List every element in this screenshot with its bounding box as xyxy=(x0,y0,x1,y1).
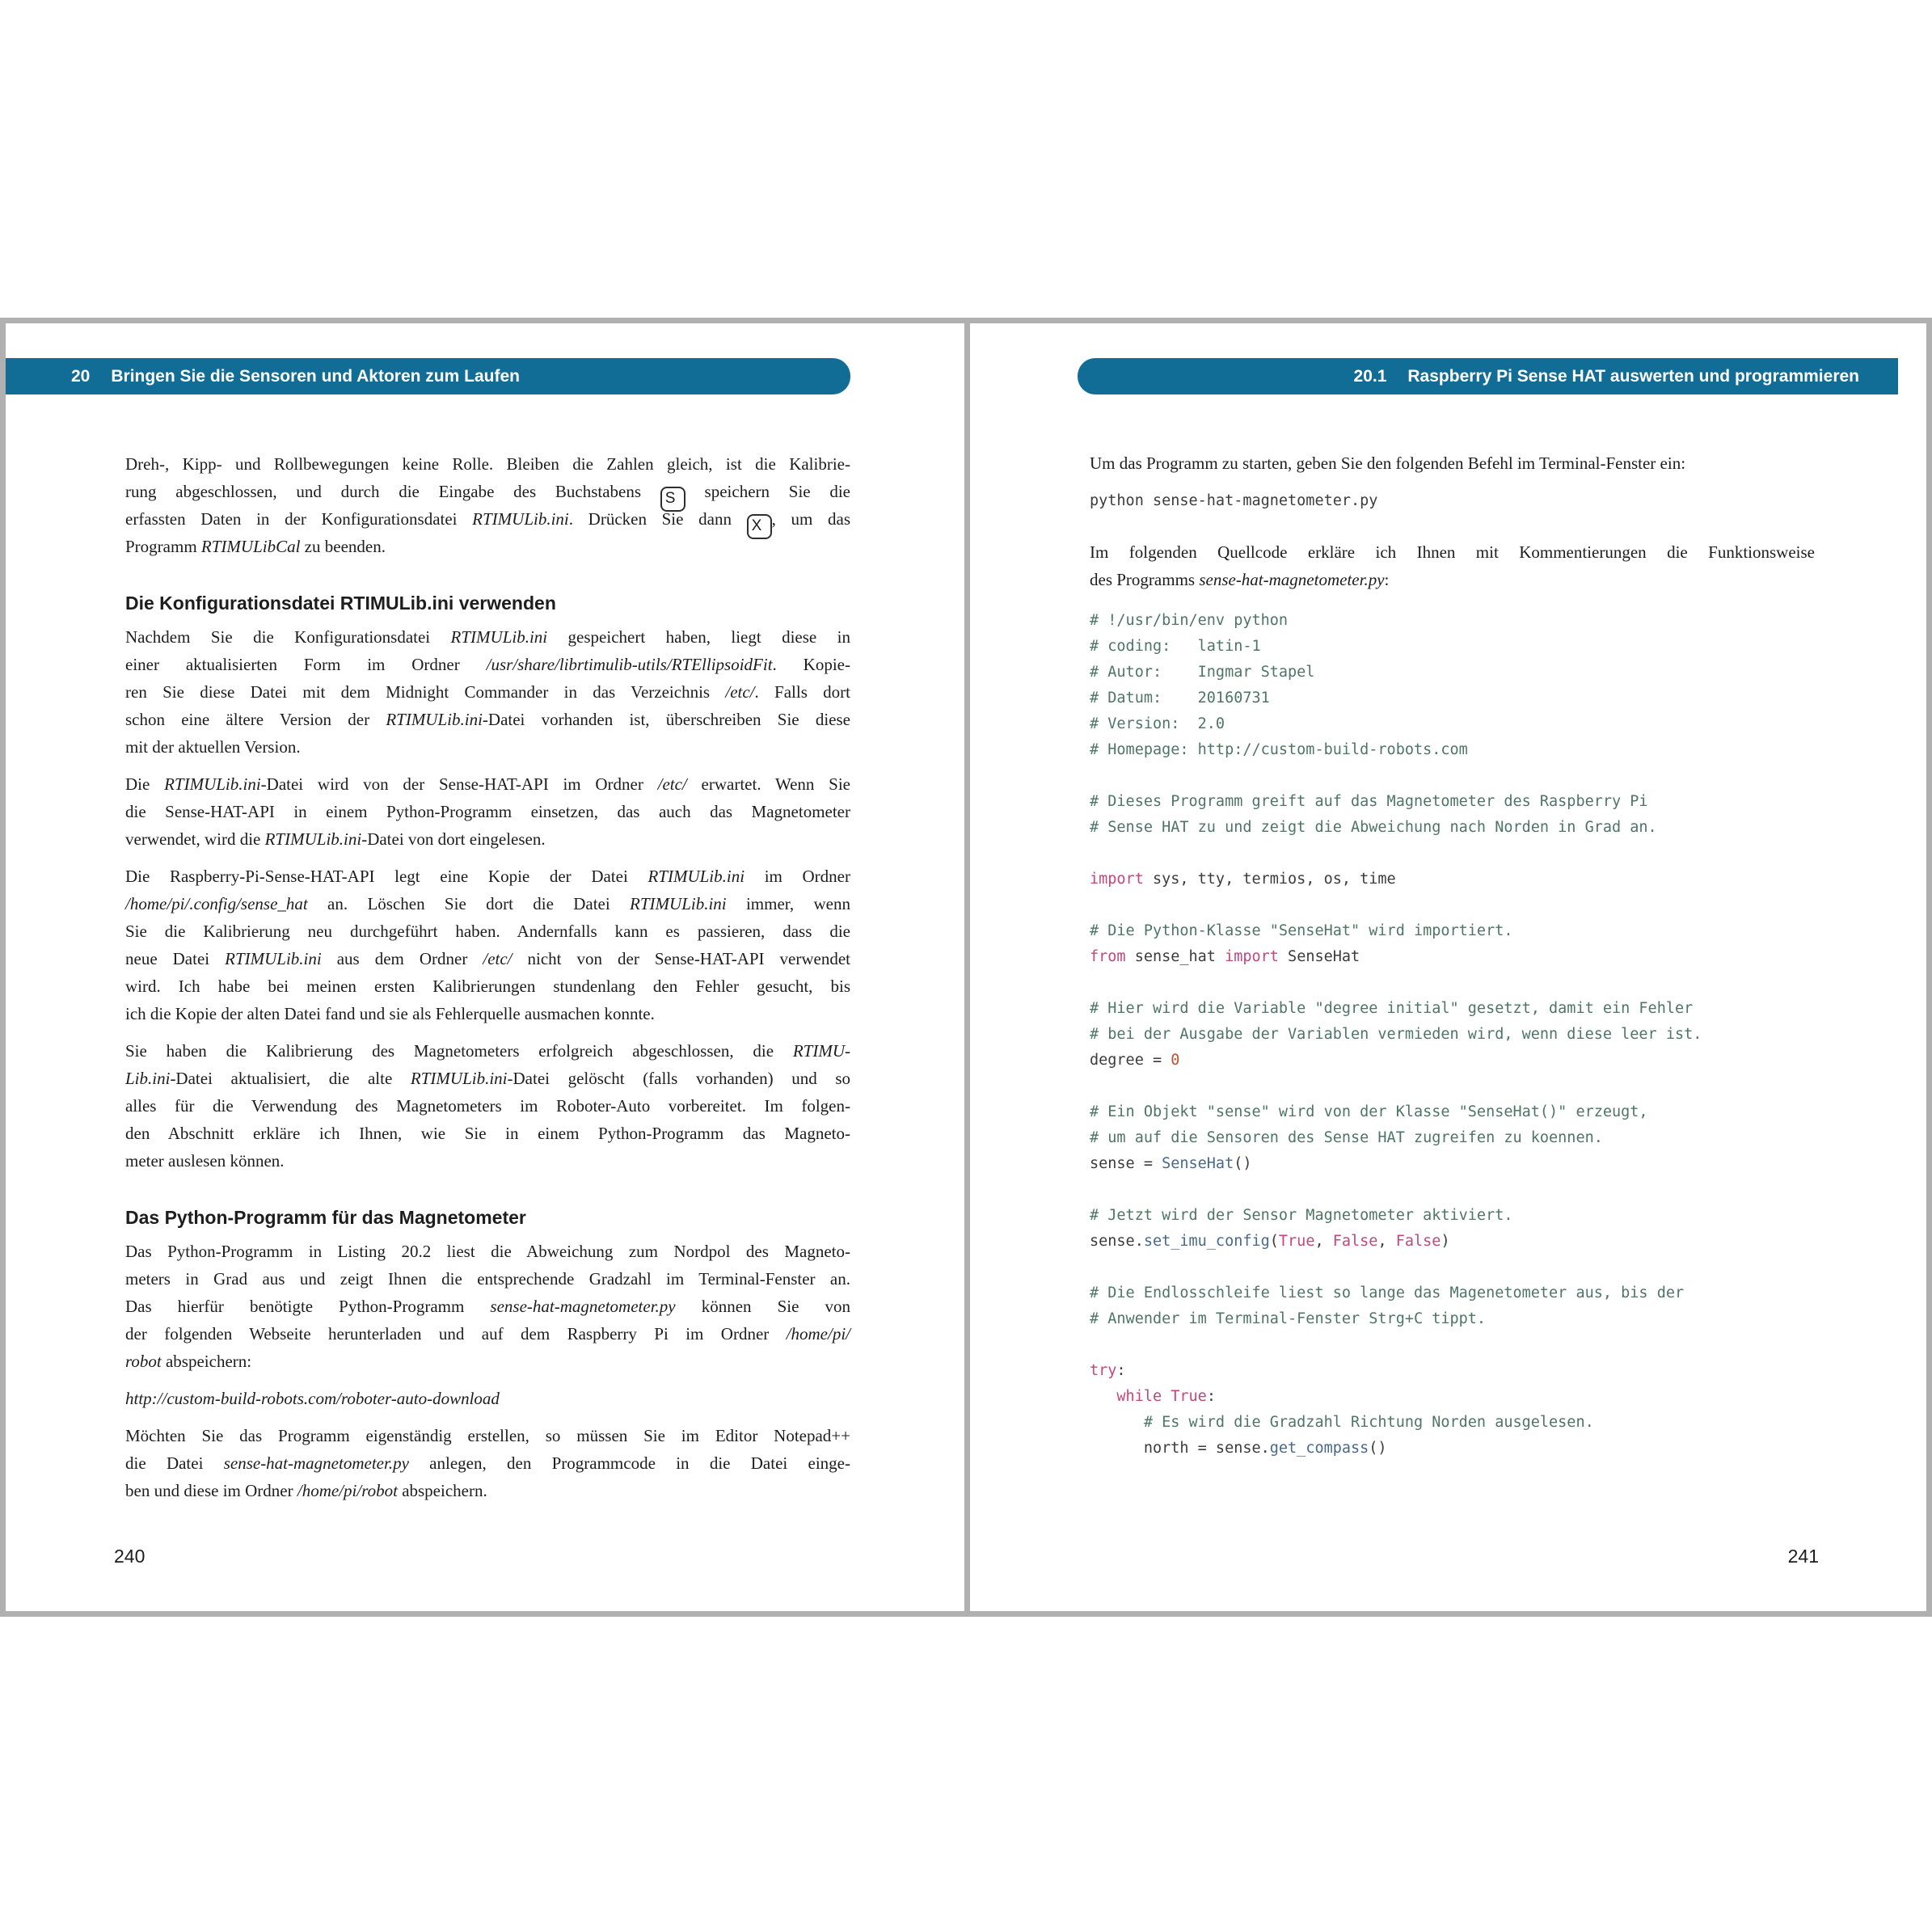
text-segment: RTIMULib.ini xyxy=(410,1069,508,1088)
text-segment: speichern Sie die xyxy=(685,482,850,501)
text-segment: sense. xyxy=(1090,1233,1144,1250)
text-segment: -Datei wird von der Sense-HAT-API im Ordner xyxy=(260,774,658,794)
section-header-bar xyxy=(1078,358,1898,394)
text-segment: . Kopie- xyxy=(772,655,850,674)
text-segment: /etc/ xyxy=(725,682,755,702)
code-line xyxy=(1090,1203,1926,1229)
text-line xyxy=(125,450,850,478)
text-segment: import xyxy=(1225,948,1279,965)
text-segment: Nachdem Sie die Konfigurationsdatei xyxy=(125,627,451,647)
text-line xyxy=(125,478,850,505)
text-segment: Die Raspberry-Pi-Sense-HAT-API legt eine Kopie der Datei xyxy=(125,867,648,886)
text-segment: # Die Endlosschleife liest so lange das Magenetometer aus, bis der xyxy=(1090,1284,1685,1301)
text-segment: : xyxy=(1206,1388,1216,1405)
text-segment: die Sense-HAT-API in einem Python-Programm einsetzen, das auch das Magnetometer xyxy=(125,802,850,821)
text-segment: /etc/ xyxy=(483,949,513,968)
text-segment: wird. Ich habe bei meinen ersten Kalibrierungen stundenlang den Fehler gesucht, bis xyxy=(125,977,850,996)
code-line xyxy=(1090,1280,1926,1306)
text-segment: ( xyxy=(1269,1233,1279,1250)
text-segment: RTIMULibCal xyxy=(200,537,301,556)
text-line xyxy=(125,917,850,945)
text-line xyxy=(125,1120,850,1147)
chapter-header-bar xyxy=(6,358,850,394)
text-segment: http://custom-build-robots.com/roboter-auto-download xyxy=(125,1389,500,1408)
text-segment: # Jetzt wird der Sensor Magnetometer aktiviert. xyxy=(1090,1207,1513,1224)
text-line xyxy=(125,1422,850,1449)
code-line xyxy=(1090,944,1926,970)
code-line xyxy=(1090,841,1926,867)
text-segment: Das Python-Programm in Listing 20.2 liest die Abweichung zum Nordpol des Magneto- xyxy=(125,1242,850,1261)
code-line xyxy=(1090,1125,1926,1151)
section-number: 20.1 xyxy=(1353,366,1387,386)
text-segment: der folgenden Webseite herunterladen und auf dem Raspberry Pi im Ordner xyxy=(125,1324,787,1344)
text-line xyxy=(125,1477,850,1504)
text-segment: abspeichern: xyxy=(161,1352,252,1371)
paragraph xyxy=(125,623,850,761)
text-segment: SenseHat xyxy=(1162,1155,1234,1172)
paragraph xyxy=(1090,538,1815,593)
code-line xyxy=(1090,1099,1926,1125)
text-segment: # Die Python-Klasse "SenseHat" wird importiert. xyxy=(1090,922,1513,939)
text-line xyxy=(125,623,850,651)
text-line xyxy=(125,1000,850,1027)
text-segment: () xyxy=(1234,1155,1252,1172)
paragraph xyxy=(125,1238,850,1375)
text-line xyxy=(125,533,850,560)
text-segment: set_imu_config xyxy=(1143,1233,1270,1250)
text-segment: -Datei aktualisiert, die alte xyxy=(170,1069,411,1088)
text-segment: sense = xyxy=(1090,1155,1162,1172)
text-line xyxy=(125,1238,850,1265)
text-segment: aus dem Ordner xyxy=(321,949,483,968)
text-segment: Programm xyxy=(125,537,201,556)
code-line xyxy=(1090,867,1926,892)
text-segment: RTIMULib.ini xyxy=(264,829,362,849)
text-segment: RTIMULib.ini xyxy=(386,710,483,729)
code-line xyxy=(1090,1048,1926,1074)
text-line xyxy=(125,1147,850,1175)
code-line xyxy=(1090,815,1926,841)
text-segment: RTIMU- xyxy=(792,1041,850,1061)
text-segment: /home/pi/.config/sense_hat xyxy=(125,894,308,913)
code-line xyxy=(1090,1436,1926,1462)
page-number-left: 240 xyxy=(114,1546,146,1567)
page-right-content xyxy=(1090,449,1926,1462)
text-segment: RTIMULib.ini xyxy=(630,894,727,913)
text-line xyxy=(1090,449,1815,477)
text-line xyxy=(125,1449,850,1477)
text-line xyxy=(125,733,850,761)
section-heading: Das Python-Programm für das Magnetometer xyxy=(125,1207,526,1228)
keyboard-key: S xyxy=(660,487,685,512)
text-segment: Dreh-, Kipp- und Rollbewegungen keine Rolle. Bleiben die Zahlen gleich, ist die Kalibrie- xyxy=(125,454,850,474)
text-segment: -Datei vorhanden ist, überschreiben Sie diese xyxy=(482,710,850,729)
page-241 xyxy=(970,323,1926,1611)
text-segment: # Sense HAT zu und zeigt die Abweichung nach Norden in Grad an. xyxy=(1090,819,1657,836)
code-line xyxy=(1090,892,1926,918)
text-segment: erwartet. Wenn Sie xyxy=(686,774,851,794)
code-line xyxy=(1090,608,1926,634)
text-segment: ben und diese im Ordner xyxy=(125,1481,297,1500)
text-segment: /home/pi/ xyxy=(786,1324,850,1344)
text-segment: sys, tty, termios, os, time xyxy=(1143,871,1396,888)
text-segment: verwendet, wird die xyxy=(125,829,265,849)
paragraph xyxy=(125,863,850,1027)
text-segment: # !/usr/bin/env python xyxy=(1090,612,1289,629)
text-segment: False xyxy=(1395,1233,1441,1250)
text-segment: sense-hat-magnetometer.py xyxy=(490,1297,676,1316)
chapter-number: 20 xyxy=(71,366,91,386)
text-segment: mit der aktuellen Version. xyxy=(125,737,301,757)
text-segment: des Programms xyxy=(1090,570,1200,589)
text-segment: # Es wird die Gradzahl Richtung Norden ausgelesen. xyxy=(1143,1414,1594,1431)
text-segment: gespeichert haben, liegt diese in xyxy=(547,627,850,647)
text-segment: meter auslesen können. xyxy=(125,1151,285,1171)
code-line xyxy=(1090,1151,1926,1177)
text-segment: : xyxy=(1116,1362,1126,1379)
text-segment: den Abschnitt erkläre ich Ihnen, wie Sie in einem Python-Programm das Magneto- xyxy=(125,1124,850,1143)
code-listing xyxy=(1090,608,1926,1462)
text-segment: try xyxy=(1090,1362,1117,1379)
text-segment: # um auf die Sensoren des Sense HAT zugreifen zu koennen. xyxy=(1090,1129,1603,1146)
text-segment: abspeichern. xyxy=(397,1481,487,1500)
text-segment: # Anwender im Terminal-Fenster Strg+C tippt. xyxy=(1090,1310,1487,1327)
code-line xyxy=(1090,970,1926,996)
text-line xyxy=(125,798,850,825)
text-segment: einer aktualisierten Form im Ordner xyxy=(125,655,487,674)
text-segment: get_compass xyxy=(1269,1440,1369,1457)
code-line xyxy=(1090,634,1926,660)
text-segment: , xyxy=(1377,1233,1396,1250)
text-line xyxy=(125,863,850,890)
code-line xyxy=(1090,737,1926,763)
text-segment: , um das xyxy=(771,509,850,529)
code-line xyxy=(1090,1074,1926,1099)
text-segment: # Datum: 20160731 xyxy=(1090,690,1270,707)
text-segment: from xyxy=(1090,948,1126,965)
text-segment: . Drücken Sie dann xyxy=(568,509,747,529)
text-segment xyxy=(1162,1388,1171,1405)
text-line xyxy=(125,1293,850,1320)
code-line xyxy=(1090,685,1926,711)
text-segment xyxy=(1090,1414,1144,1431)
text-segment: Um das Programm zu starten, geben Sie den folgenden Befehl im Terminal-Fenster ein: xyxy=(1090,453,1686,473)
text-line xyxy=(125,945,850,972)
section-title: Raspberry Pi Sense HAT auswerten und programmieren xyxy=(1407,366,1859,386)
text-segment: RTIMULib.ini xyxy=(225,949,322,968)
code-line xyxy=(1090,918,1926,944)
text-segment: schon eine ältere Version der xyxy=(125,710,386,729)
text-segment xyxy=(1090,1388,1116,1405)
text-segment: , xyxy=(1314,1233,1333,1250)
text-segment: sense-hat-magnetometer.py xyxy=(1199,570,1385,589)
paragraph xyxy=(125,450,850,560)
text-segment: Möchten Sie das Programm eigenständig erstellen, so müssen Sie im Editor Notepad++ xyxy=(125,1426,850,1445)
text-line xyxy=(125,770,850,798)
text-line xyxy=(125,1348,850,1375)
text-segment: robot xyxy=(125,1352,162,1371)
text-segment: () xyxy=(1369,1440,1387,1457)
code-line xyxy=(1090,1384,1926,1410)
chapter-title: Bringen Sie die Sensoren und Aktoren zum Laufen xyxy=(111,366,520,386)
text-segment: alles für die Verwendung des Magnetometers im Roboter-Auto vorbereitet. Im folgen- xyxy=(125,1096,850,1116)
keyboard-key: X xyxy=(747,514,772,539)
text-segment: anlegen, den Programmcode in die Datei einge- xyxy=(408,1453,850,1473)
code-line xyxy=(1090,660,1926,685)
code-line xyxy=(1090,1229,1926,1255)
text-segment: ren Sie diese Datei mit dem Midnight Commander in das Verzeichnis xyxy=(125,682,726,702)
text-segment: : xyxy=(1384,570,1390,589)
paragraph xyxy=(125,1422,850,1504)
text-segment: # Ein Objekt "sense" wird von der Klasse "SenseHat()" erzeugt, xyxy=(1090,1103,1648,1120)
text-line xyxy=(125,1320,850,1348)
text-segment: RTIMULib.ini xyxy=(164,774,261,794)
code-line xyxy=(1090,711,1926,737)
text-segment: False xyxy=(1332,1233,1378,1250)
text-segment: die Datei xyxy=(125,1453,224,1473)
text-segment: ich die Kopie der alten Datei fand und sie als Fehlerquelle ausmachen konnte. xyxy=(125,1004,655,1023)
code-line xyxy=(1090,996,1926,1022)
code-line xyxy=(1090,1022,1926,1048)
text-segment: RTIMULib.ini xyxy=(450,627,548,647)
code-line xyxy=(1090,763,1926,789)
text-segment: ) xyxy=(1441,1233,1450,1250)
book-page-spread xyxy=(0,318,1932,1617)
text-segment: neue Datei xyxy=(125,949,226,968)
text-segment: north = sense. xyxy=(1090,1440,1270,1457)
text-segment: Die xyxy=(125,774,165,794)
text-segment: 0 xyxy=(1171,1052,1180,1069)
text-segment: Das hierfür benötigte Python-Programm xyxy=(125,1297,491,1316)
text-segment: . Falls dort xyxy=(754,682,851,702)
text-segment: im Ordner xyxy=(745,867,850,886)
code-line xyxy=(1090,789,1926,815)
text-line xyxy=(125,890,850,917)
text-line xyxy=(125,1065,850,1092)
text-line xyxy=(125,825,850,853)
text-line xyxy=(125,678,850,706)
code-line xyxy=(1090,1358,1926,1384)
inline-code: python sense-hat-magnetometer.py xyxy=(1090,492,1378,509)
text-segment: sense-hat-magnetometer.py xyxy=(223,1453,409,1473)
text-line xyxy=(125,505,850,533)
text-segment: Sie die Kalibrierung neu durchgeführt haben. Andernfalls kann es passieren, dass die xyxy=(125,922,850,941)
text-segment: Im folgenden Quellcode erkläre ich Ihnen mit Kommentierungen die Funktionsweise xyxy=(1090,542,1815,562)
text-segment: # Dieses Programm greift auf das Magnetometer des Raspberry Pi xyxy=(1090,793,1648,810)
text-segment: True xyxy=(1171,1388,1207,1405)
text-segment: zu beenden. xyxy=(300,537,386,556)
text-segment: rung abgeschlossen, und durch die Eingabe des Buchstabens xyxy=(125,482,660,501)
text-segment: /etc/ xyxy=(657,774,687,794)
page-left-content xyxy=(125,450,850,1514)
text-segment: # Autor: Ingmar Stapel xyxy=(1090,664,1315,681)
code-line xyxy=(1090,1177,1926,1203)
code-line xyxy=(1090,1410,1926,1436)
text-segment: SenseHat xyxy=(1278,948,1360,965)
text-segment: Sie haben die Kalibrierung des Magnetometers erfolgreich abgeschlossen, die xyxy=(125,1041,793,1061)
text-segment: meters in Grad aus und zeigt Ihnen die entsprechende Gradzahl im Terminal-Fenster an. xyxy=(125,1269,850,1289)
text-segment: können Sie von xyxy=(675,1297,850,1316)
code-line xyxy=(1090,1306,1926,1332)
text-segment: # coding: latin-1 xyxy=(1090,638,1261,655)
code-line xyxy=(1090,1255,1926,1280)
code-line xyxy=(1090,1332,1926,1358)
text-line xyxy=(1090,566,1815,593)
text-segment: sense_hat xyxy=(1125,948,1225,965)
paragraph xyxy=(125,770,850,853)
text-line xyxy=(125,651,850,678)
text-segment: an. Löschen Sie dort die Datei xyxy=(307,894,631,913)
text-segment: # Version: 2.0 xyxy=(1090,715,1225,732)
page-240 xyxy=(6,323,964,1611)
section-heading: Die Konfigurationsdatei RTIMULib.ini verwenden xyxy=(125,593,556,614)
text-segment: import xyxy=(1090,871,1144,888)
text-segment: RTIMULib.ini xyxy=(472,509,569,529)
text-segment: immer, wenn xyxy=(726,894,850,913)
paragraph xyxy=(125,1385,850,1412)
text-segment: True xyxy=(1278,1233,1315,1250)
text-line xyxy=(125,1265,850,1293)
text-segment: erfassten Daten in der Konfigurationsdatei xyxy=(125,509,473,529)
text-line xyxy=(125,972,850,1000)
text-line xyxy=(1090,538,1815,566)
text-segment: -Datei von dort eingelesen. xyxy=(361,829,546,849)
paragraph xyxy=(125,1037,850,1175)
text-segment: nicht von der Sense-HAT-API verwendet xyxy=(512,949,851,968)
text-line xyxy=(125,1037,850,1065)
text-segment: # Hier wird die Variable "degree initial" gesetzt, damit ein Fehler xyxy=(1090,1000,1694,1017)
text-segment: while xyxy=(1116,1388,1162,1405)
text-segment: -Datei gelöscht (falls vorhanden) und so xyxy=(507,1069,850,1088)
text-segment: RTIMULib.ini xyxy=(648,867,745,886)
text-segment: Lib.ini xyxy=(125,1069,171,1088)
text-segment: # Homepage: http://custom-build-robots.com xyxy=(1090,741,1468,758)
text-line xyxy=(125,706,850,733)
paragraph xyxy=(1090,449,1815,477)
page-number-right: 241 xyxy=(1787,1546,1819,1567)
text-line xyxy=(125,1092,850,1120)
text-segment: degree = xyxy=(1090,1052,1171,1069)
text-segment: /usr/share/librtimulib-utils/RTEllipsoidFit xyxy=(486,655,773,674)
text-segment: /home/pi/robot xyxy=(297,1481,398,1500)
text-line xyxy=(125,1385,850,1412)
text-segment: # bei der Ausgabe der Variablen vermieden wird, wenn diese leer ist. xyxy=(1090,1026,1702,1043)
